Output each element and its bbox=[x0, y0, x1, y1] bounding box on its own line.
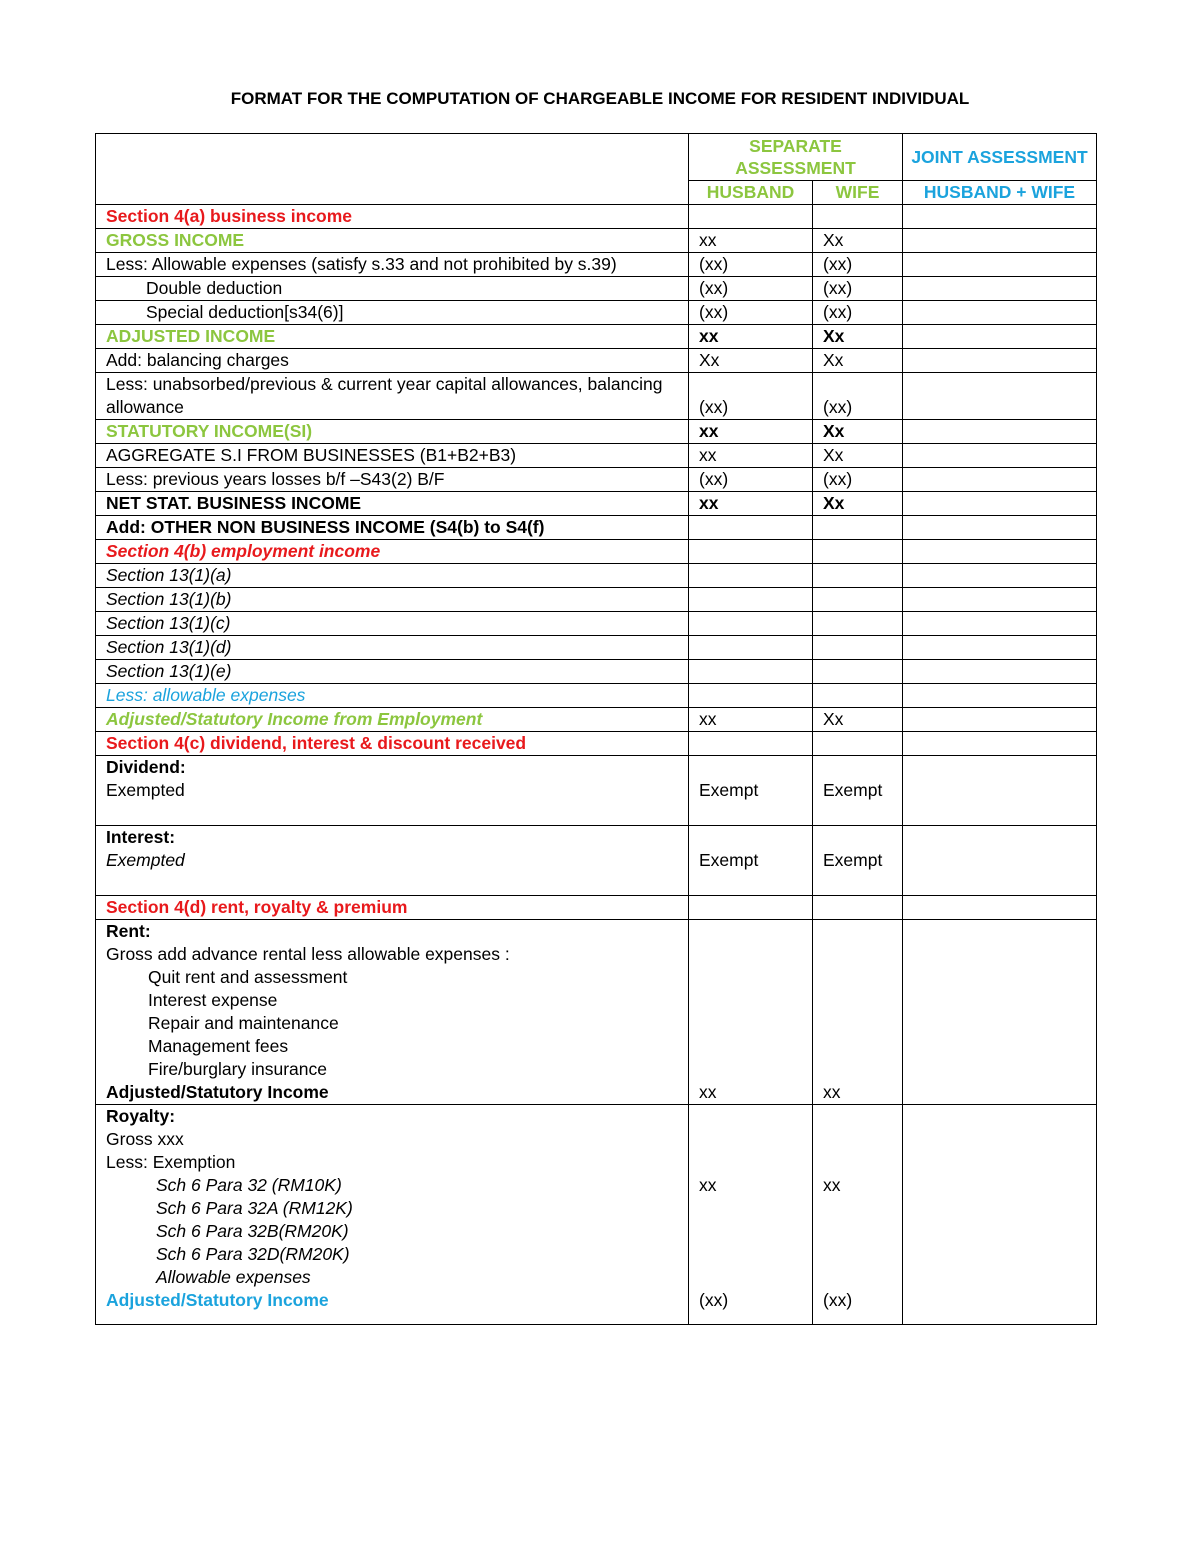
wife-value: Exempt bbox=[823, 780, 883, 800]
royalty-total-label: Adjusted/Statutory Income bbox=[106, 1290, 329, 1310]
husband-header: HUSBAND bbox=[689, 181, 813, 205]
add-other-income-label: Add: OTHER NON BUSINESS INCOME (S4(b) to S4(f) bbox=[96, 516, 689, 540]
wife-value: (xx) bbox=[813, 373, 903, 420]
section-13-1b: Section 13(1)(b) bbox=[96, 588, 689, 612]
rent-cell bbox=[96, 920, 689, 1105]
rent-line: Gross add advance rental less allowable expenses : bbox=[106, 944, 510, 964]
husband-value: (xx) bbox=[689, 373, 813, 420]
table-row bbox=[96, 492, 1097, 516]
table-row bbox=[96, 564, 1097, 588]
husband-value: (xx) bbox=[699, 1290, 729, 1310]
balancing-charges-label: Add: balancing charges bbox=[96, 349, 689, 373]
section-13-1c: Section 13(1)(c) bbox=[96, 612, 689, 636]
dividend-title: Dividend: bbox=[106, 757, 186, 777]
royalty-item: Allowable expenses bbox=[156, 1267, 311, 1287]
capital-allowances-label: Less: unabsorbed/previous & current year capital allowances, balancing allowance bbox=[96, 373, 689, 420]
husband-value: xx bbox=[689, 325, 813, 349]
royalty-title: Royalty: bbox=[106, 1106, 176, 1126]
wife-value: Xx bbox=[813, 229, 903, 253]
table-row bbox=[96, 349, 1097, 373]
husband-wife-header: HUSBAND + WIFE bbox=[903, 181, 1097, 205]
rent-item: Fire/burglary insurance bbox=[148, 1059, 327, 1079]
wife-value: (xx) bbox=[823, 1290, 853, 1310]
husband-value: xx bbox=[689, 920, 813, 1105]
section-13-1d: Section 13(1)(d) bbox=[96, 636, 689, 660]
less-allowable-label: Less: Allowable expenses (satisfy s.33 and not prohibited by s.39) bbox=[96, 253, 689, 277]
previous-losses-label: Less: previous years losses b/f –S43(2) B/F bbox=[96, 468, 689, 492]
table-row bbox=[96, 1105, 1097, 1325]
wife-cell bbox=[813, 826, 903, 896]
dividend-label: Exempted bbox=[106, 780, 185, 800]
wife-value: Xx bbox=[813, 492, 903, 516]
less-allowable-emp-label: Less: allowable expenses bbox=[96, 684, 689, 708]
wife-value: Xx bbox=[813, 420, 903, 444]
adj-stat-emp-label: Adjusted/Statutory Income from Employment bbox=[96, 708, 689, 732]
husband-value: xx bbox=[689, 444, 813, 468]
wife-header: WIFE bbox=[813, 181, 903, 205]
wife-value: (xx) bbox=[813, 468, 903, 492]
royalty-cell bbox=[96, 1105, 689, 1325]
rent-item: Repair and maintenance bbox=[148, 1013, 339, 1033]
wife-value: Xx bbox=[813, 349, 903, 373]
table-row bbox=[96, 588, 1097, 612]
husband-value: (xx) bbox=[689, 277, 813, 301]
table-row bbox=[96, 540, 1097, 564]
gross-income-label: GROSS INCOME bbox=[96, 229, 689, 253]
interest-cell bbox=[96, 826, 689, 896]
wife-value: Xx bbox=[813, 708, 903, 732]
husband-cell bbox=[689, 1105, 813, 1325]
royalty-gross: Gross xxx bbox=[106, 1129, 184, 1149]
interest-title: Interest: bbox=[106, 827, 176, 847]
table-row bbox=[96, 896, 1097, 920]
table-row bbox=[96, 612, 1097, 636]
section-4a-heading: Section 4(a) business income bbox=[96, 205, 689, 229]
table-row bbox=[96, 253, 1097, 277]
wife-value: (xx) bbox=[813, 301, 903, 325]
page-title: FORMAT FOR THE COMPUTATION OF CHARGEABLE INCOME FOR RESIDENT INDIVIDUAL bbox=[230, 89, 970, 108]
wife-value: xx bbox=[813, 920, 903, 1105]
section-13-1a: Section 13(1)(a) bbox=[96, 564, 689, 588]
computation-table bbox=[95, 133, 1097, 1325]
header-row bbox=[96, 134, 1097, 181]
husband-value: xx bbox=[689, 420, 813, 444]
special-deduction-label: Special deduction[s34(6)] bbox=[96, 301, 689, 325]
rent-title: Rent: bbox=[106, 921, 151, 941]
husband-value: (xx) bbox=[689, 301, 813, 325]
table-row bbox=[96, 920, 1097, 1105]
table-row bbox=[96, 229, 1097, 253]
table-row bbox=[96, 660, 1097, 684]
aggregate-si-label: AGGREGATE S.I FROM BUSINESSES (B1+B2+B3) bbox=[96, 444, 689, 468]
royalty-item: Sch 6 Para 32 (RM10K) bbox=[156, 1175, 342, 1195]
wife-value: Xx bbox=[813, 325, 903, 349]
rent-total-label: Adjusted/Statutory Income bbox=[106, 1082, 329, 1102]
husband-cell bbox=[689, 826, 813, 896]
dividend-cell bbox=[96, 756, 689, 826]
husband-cell bbox=[689, 756, 813, 826]
table-row bbox=[96, 826, 1097, 896]
husband-value: xx bbox=[689, 708, 813, 732]
husband-value: (xx) bbox=[689, 468, 813, 492]
wife-value: (xx) bbox=[813, 253, 903, 277]
adjusted-income-label: ADJUSTED INCOME bbox=[96, 325, 689, 349]
husband-value: Exempt bbox=[699, 850, 759, 870]
table-row bbox=[96, 444, 1097, 468]
table-row bbox=[96, 756, 1097, 826]
rent-item: Quit rent and assessment bbox=[148, 967, 348, 987]
section-13-1e: Section 13(1)(e) bbox=[96, 660, 689, 684]
table-row bbox=[96, 636, 1097, 660]
wife-value: (xx) bbox=[813, 277, 903, 301]
husband-value: (xx) bbox=[689, 253, 813, 277]
net-stat-business-label: NET STAT. BUSINESS INCOME bbox=[96, 492, 689, 516]
table-row bbox=[96, 516, 1097, 540]
table-row bbox=[96, 732, 1097, 756]
husband-value: Exempt bbox=[699, 780, 759, 800]
husband-value: Xx bbox=[689, 349, 813, 373]
table-row bbox=[96, 325, 1097, 349]
wife-value: Exempt bbox=[823, 850, 883, 870]
separate-assessment-header: SEPARATE ASSESSMENT bbox=[689, 134, 903, 181]
section-4b-heading: Section 4(b) employment income bbox=[96, 540, 689, 564]
table-row bbox=[96, 420, 1097, 444]
header-blank bbox=[96, 134, 689, 205]
table-row bbox=[96, 301, 1097, 325]
wife-cell bbox=[813, 756, 903, 826]
statutory-income-label: STATUTORY INCOME(SI) bbox=[96, 420, 689, 444]
table-row bbox=[96, 373, 1097, 420]
royalty-item: Sch 6 Para 32A (RM12K) bbox=[156, 1198, 353, 1218]
rent-item: Management fees bbox=[148, 1036, 289, 1056]
table-row bbox=[96, 468, 1097, 492]
wife-cell bbox=[813, 1105, 903, 1325]
wife-value: xx bbox=[823, 1175, 841, 1195]
royalty-item: Sch 6 Para 32B(RM20K) bbox=[156, 1221, 349, 1241]
wife-value: Xx bbox=[813, 444, 903, 468]
table-row bbox=[96, 277, 1097, 301]
husband-value: xx bbox=[689, 229, 813, 253]
rent-item: Interest expense bbox=[148, 990, 278, 1010]
interest-label: Exempted bbox=[106, 850, 185, 870]
section-4d-heading: Section 4(d) rent, royalty & premium bbox=[96, 896, 689, 920]
joint-assessment-header: JOINT ASSESSMENT bbox=[903, 134, 1097, 181]
double-deduction-label: Double deduction bbox=[96, 277, 689, 301]
husband-value: xx bbox=[689, 492, 813, 516]
table-row bbox=[96, 205, 1097, 229]
table-row bbox=[96, 708, 1097, 732]
royalty-less: Less: Exemption bbox=[106, 1152, 236, 1172]
section-4c-heading: Section 4(c) dividend, interest & discount received bbox=[96, 732, 689, 756]
table-row bbox=[96, 684, 1097, 708]
husband-value: xx bbox=[699, 1175, 717, 1195]
royalty-item: Sch 6 Para 32D(RM20K) bbox=[156, 1244, 350, 1264]
